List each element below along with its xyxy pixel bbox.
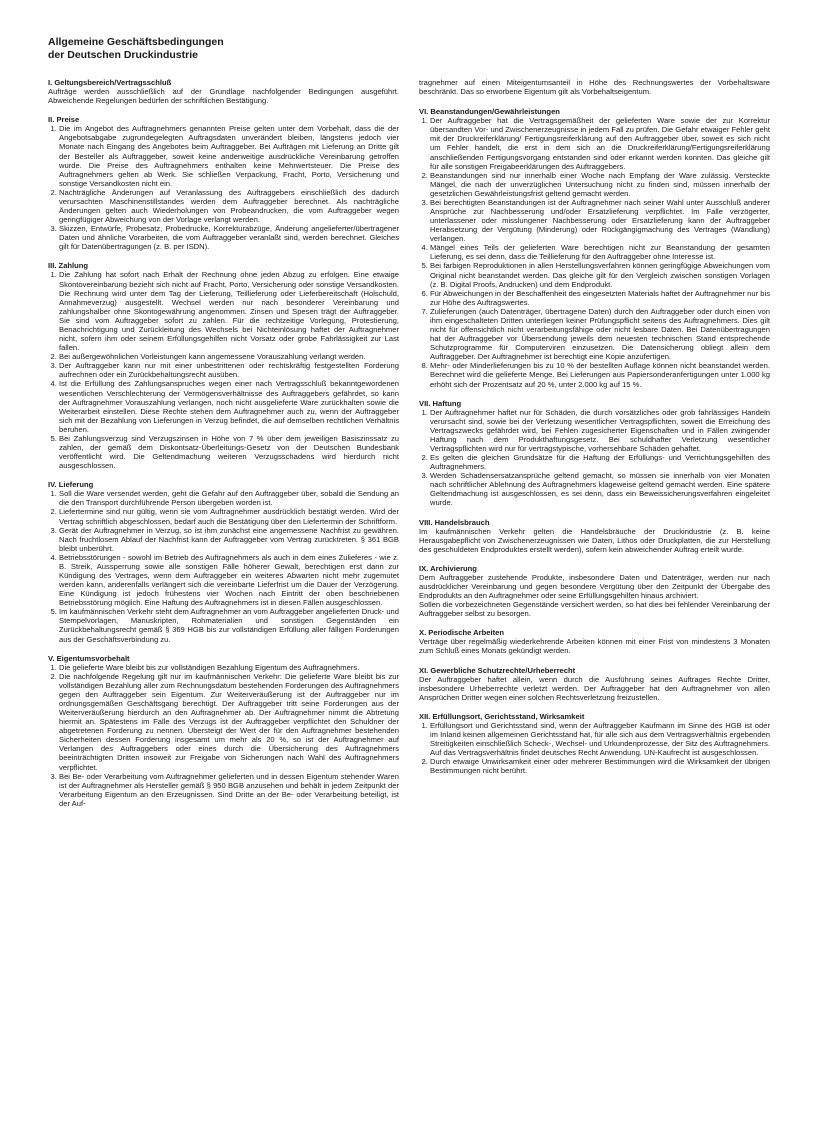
clause-item: 1. Erfüllungsort und Gerichtsstand sind, wenn der Auftraggeber Kaufmann im Sinne des HGB ist oder im Inland keinen allgemeinen Gerichtsstand hat, für alle sich aus dem Vertragsverhältnis ergebenden Streitigkeiten einschließlich Scheck-, Wechsel- und Urkundenprozesse, der Sitz des Auftragnehmers. Auf das Vertragsverhältnis findet deutsches Recht Anwendung. UN-Kaufrecht ist ausgeschlossen. bbox=[430, 721, 770, 757]
clause-item: 3. Gerät der Auftragnehmer in Verzug, so ist ihm zunächst eine angemessene Nachfrist zu gewähren. Nach fruchtlosem Ablauf der Nachfrist kann der Auftraggeber vom Vertrag zurücktreten. § 361 BGB bleibt unberührt. bbox=[59, 526, 399, 553]
clause-item: 1. Die Zahlung hat sofort nach Erhalt der Rechnung ohne jeden Abzug zu erfolgen. Eine etwaige Skontovereinbarung bezieht sich nicht auf Fracht, Porto, Versicherung oder sonstige Versandkosten. Die Rechnung wird unter dem Tag der Lieferung, Teillieferung oder Lieferbereitschaft (Holschuld, Annahmeverzug) ausgestellt. Wechsel werden nur nach besonderer Vereinbarung und zahlungshalber ohne Skontogewährung angenommen. Zinsen und Spesen trägt der Auftraggeber. Sie sind vom Auftraggeber sofort zu zahlen. Für die rechtzeitige Vorlegung, Protestierung, Benachrichtigung und Zurückleitung des Wechsels bei Nichteinlösung haftet der Auftragnehmer nicht, sofern ihm oder seinem Erfüllungsgehilfen nicht Vorsatz oder grobe Fahrlässigkeit zur Last fallen. bbox=[59, 270, 399, 352]
clause-item: 4. Betriebsstörungen - sowohl im Betrieb des Auftragnehmers als auch in dem eines Zulieferes - wie z. B. Streik, Aussperrung sowie alle sonstigen Fälle höherer Gewalt, berechtigen erst dann zur Kündigung des Vertrages, wenn dem Auftraggeber ein weiteres Abwarten nicht mehr zugemutet werden kann, anderenfalls verlängert sich die vereinbarte Lieferfrist um die Dauer der Verzögerung. Eine Kündigung ist jedoch frühestens vier Wochen nach Eintritt der oben beschriebenen Betriebsstörung möglich. Eine Haftung des Auftragnehmers ist in diesen Fällen ausgeschlossen. bbox=[59, 553, 399, 607]
clause-item: 5. Bei farbigen Reproduktionen in allen Herstellungsverfahren können geringfügige Abweichungen vom Original nicht beanstandet werden. Das gleiche gilt für den Vergleich zwischen sonstigen Vorlagen (z. B. Digital Proofs, Andrucken) und dem Endprodukt. bbox=[430, 261, 770, 288]
clause-item: 4. Mängel eines Teils der gelieferten Ware berechtigen nicht zur Beanstandung der gesamten Lieferung, es sei denn, dass die Teillieferung für den Auftraggeber ohne Interesse ist. bbox=[430, 243, 770, 261]
clause-item: 1. Der Auftraggeber hat die Vertragsgemäßheit der gelieferten Ware sowie der zur Korrektur übersandten Vor- und Zwischenerzeugnisse in jedem Fall zu prüfen. Die Gefahr etwaiger Fehler geht mit der Druckreiferklärung/ Fertigungsreiferklärung auf den Auftraggeber über, soweit es sich nicht um Fehler handelt, die erst in dem sich an die Druckreiferklärung/Fertigungsreiferklärung anschließenden Fertigungsvorgang entstanden sind oder erkannt werden konnten. Das gleiche gilt für alle sonstigen Freigabeerklärungen des Auftraggebers. bbox=[430, 116, 770, 170]
clause-item: 4. Ist die Erfüllung des Zahlungsanspruches wegen einer nach Vertragsschluß bekanntgewordenen wesentlichen Verschlechterung der Vermögensverhältnisse des Auftraggebers gefährdet, so kann der Auftragnehmer Vorauszahlung verlangen, noch nicht ausgelieferte Ware zurückhalten sowie die Weiterarbeit einstellen. Diese Rechte stehen dem Auftragnehmer auch zu, wenn der Auftraggeber sich mit der Bezahlung von Lieferungen in Verzug befindet, die auf demselben rechtlichen Verhältnis beruhen. bbox=[59, 379, 399, 433]
clause-item: 2. Nachträgliche Änderungen auf Veranlassung des Auftraggebers einschließlich des dadurch verursachten Maschinenstillstandes werden dem Auftraggeber berechnet. Als nachträgliche Änderungen gelten auch Wiederholungen von Probeandrucken, die vom Auftraggeber wegen geringfügiger Abweichung von der Vorlage verlangt werden. bbox=[59, 188, 399, 224]
section-heading: I. Geltungsbereich/Vertragsschluß bbox=[48, 78, 172, 87]
clause-list bbox=[48, 489, 399, 643]
clause-item: 5. Im kaufmännischen Verkehr steht dem Auftragnehmer an vom Auftraggeber angelieferten Druck- und Stempelvorlagen, Manuskripten, Rohmaterialien und sonstigen Gegenständen ein Zurückbehaltungsrecht gemäß § 369 HGB bis zur vollständigen Erfüllung aller fälligen Forderungen aus der Geschäftsverbindung zu. bbox=[59, 607, 399, 643]
section bbox=[419, 518, 770, 554]
clause-item: 2. Beanstandungen sind nur innerhalb einer Woche nach Empfang der Ware zulässig. Versteckte Mängel, die nach der unverzüglichen Untersuchung nicht zu finden sind, müssen innerhalb der gesetzlichen Gewährleistungsfrist geltend gemacht werden. bbox=[430, 171, 770, 198]
section-heading: XI. Gewerbliche Schutzrechte/Urheberrecht bbox=[419, 665, 576, 675]
section-heading: XII. Erfüllungsort, Gerichtsstand, Wirksamkeit bbox=[419, 711, 585, 721]
clause-list bbox=[419, 408, 770, 508]
left-column bbox=[48, 78, 399, 818]
section bbox=[419, 712, 770, 776]
section-paragraph: Dem Auftraggeber zustehende Produkte, insbesondere Daten und Datenträger, werden nur nach ausdrücklicher Vereinbarung und gegen besondere Vergütung über den Zeitpunkt der Übergabe des Endprodukts an den Auftragnehmer oder seine Erfüllungsgehilfen hinaus archiviert. bbox=[419, 572, 770, 601]
clause-item: 7. Zulieferungen (auch Datenträger, übertragene Daten) durch den Auftraggeber oder durch einen von ihm eingeschalteten Dritten unterliegen keiner Prüfungspflicht seitens des Auftragnehmers. Dies gilt nicht für offensichtlich nicht verarbeitungsfähige oder nicht lesbare Daten. Bei Datenübertragungen hat der Auftraggeber vor Übersendung jeweils dem neuesten technischen Stand entsprechende Schutzprogramme für Computerviren einzusetzen. Die Datensicherung obliegt allein dem Auftraggeber. Der Auftragnehmer ist berechtigt eine Kopie anzufertigen. bbox=[430, 307, 770, 361]
section-heading: V. Eigentumsvorbehalt bbox=[48, 653, 130, 663]
document-title bbox=[48, 36, 448, 62]
section-heading: IV. Lieferung bbox=[48, 480, 94, 490]
section bbox=[419, 666, 770, 702]
continuation-text: tragnehmer auf einen Miteigentumsanteil in Höhe des Rechnungswertes der Vorbehaltsware beschränkt. Das so erworbene Eigentum gilt als Vorbehaltseigentum. bbox=[419, 78, 770, 97]
clause-item: 3. Der Auftraggeber kann nur mit einer unbestrittenen oder rechtskräftig festgestellten Forderung aufrechnen oder ein Zurückbehaltungsrecht ausüben. bbox=[59, 361, 399, 379]
section bbox=[419, 107, 770, 388]
clause-list bbox=[48, 270, 399, 470]
section bbox=[48, 115, 399, 251]
clause-item: 1. Die gelieferte Ware bleibt bis zur vollständigen Bezahlung Eigentum des Auftragnehmers. bbox=[59, 663, 399, 672]
section-heading: X. Periodische Arbeiten bbox=[419, 628, 504, 638]
clause-item: 1. Die im Angebot des Auftragnehmers genannten Preise gelten unter dem Vorbehalt, dass die der Angebotsabgabe zugrundegelegten Auftragsdaten unverändert bleiben, längstens jedoch vier Monate nach Eingang des Angebotes beim Auftraggeber. Bei Aufträgen mit Lieferung an Dritte gilt der Besteller als Auftraggeber, soweit keine anderweitige ausdrückliche Vereinbarung getroffen wurde. Die Preise des Auftragnehmers enthalten keine Mehrwertsteuer. Die Preise des Auftragnehmers gelten ab Werk. Sie schließen Verpackung, Fracht, Porto, Versicherung und sonstige Versandkosten nicht ein. bbox=[59, 124, 399, 188]
section bbox=[48, 480, 399, 643]
clause-list bbox=[48, 124, 399, 251]
clause-item: 2. Liefertermine sind nur gültig, wenn sie vom Auftragnehmer ausdrücklich bestätigt werden. Wird der Vertrag schriftlich abgeschlossen, bedarf auch die Bestätigung über den Liefertermin der Schriftform. bbox=[59, 507, 399, 525]
section-paragraph: Sollen die vorbezeichneten Gegenstände versichert werden, so hat dies bei fehlender Vereinbarung der Auftraggeber selbst zu besorgen. bbox=[419, 600, 770, 619]
section-heading: III. Zahlung bbox=[48, 261, 89, 271]
section-heading: VI. Beanstandungen/Gewährleistungen bbox=[419, 107, 560, 117]
clause-item: 1. Soll die Ware versendet werden, geht die Gefahr auf den Auftraggeber über, sobald die Sendung an die den Transport durchführende Person übergeben worden ist. bbox=[59, 489, 399, 507]
continuation-paragraph bbox=[419, 78, 770, 96]
clause-list bbox=[419, 116, 770, 388]
section-paragraph: Verträge über regelmäßig wiederkehrende Arbeiten können mit einer Frist von mindestens 3 Monaten zum Schluß eines Monats gekündigt werden. bbox=[419, 637, 770, 656]
clause-item: 3. Bei berechtigten Beanstandungen ist der Auftragnehmer nach seiner Wahl unter Ausschluß anderer Ansprüche zur Nachbesserung und/oder Ersatzlieferung verpflichtet. Im Falle verzögerter, unterlassener oder misslungener Nachbesserung oder Ersatzlieferung kann der Auftraggeber Herabsetzung der Vergütung (Minderung) oder Rückgängigmachung des Vertrages (Wandlung) verlangen. bbox=[430, 198, 770, 243]
section-heading: VII. Haftung bbox=[419, 398, 462, 408]
section bbox=[419, 564, 770, 618]
section-paragraph: Aufträge werden ausschließlich auf der Grundlage nachfolgender Bedingungen ausgeführt. Abweichende Regelungen bedürfen der schriftlichen Bestätigung. bbox=[48, 87, 399, 106]
clause-item: 2. Durch etwaige Unwirksamkeit einer oder mehrerer Bestimmungen wird die Wirksamkeit der übrigen Bestimmungen nicht berührt. bbox=[430, 757, 770, 775]
section bbox=[419, 628, 770, 655]
right-column-sections bbox=[419, 107, 770, 775]
clause-item: 6. Für Abweichungen in der Beschaffenheit des eingesetzten Materials haftet der Auftragnehmer nur bis zur Höhe des Auftragswertes. bbox=[430, 289, 770, 307]
section-paragraph: Im kaufmännischen Verkehr gelten die Handelsbräuche der Druckindustrie (z. B. keine Herausgabepflicht von Zwischenerzeugnissen wie Daten, Lithos oder Druckplatten, die zur Herstellung des geschuldeten Endproduktes erstellt werden), sofern kein abweichender Auftrag erteilt wurde. bbox=[419, 526, 770, 554]
clause-item: 3. Skizzen, Entwürfe, Probesatz, Probedrucke, Korrekturabzüge, Änderung angelieferter/übertragener Daten und ähnliche Vorarbeiten, die vom Auftraggeber veranlaßt sind, werden berechnet. Gleiches gilt für Datenübertragungen (z. B. per ISDN). bbox=[59, 224, 399, 251]
title-line-1: Allgemeine Geschäftsbedingungen bbox=[48, 36, 224, 48]
clause-item: 2. Die nachfolgende Regelung gilt nur im kaufmännischen Verkehr: Die gelieferte Ware bleibt bis zur vollständigen Bezahlung aller zum Rechnungsdatum bestehenden Forderungen des Auftragnehmers gegen den Auftraggeber sein Eigentum. Zur Weiterveräußerung ist der Auftraggeber nur im ordnungsgemäßen Geschäftsgang berechtigt. Der Auftraggeber tritt seine Forderungen aus der Weiterveräußerung hierdurch an den Auftragnehmer ab. Der Auftragnehmer nimmt die Abtretung hiermit an. Spätestens im Falle des Verzugs ist der Auftraggeber verpflichtet den Schuldner der abgetretenen Forderung zu nennen. Übersteigt der Wert der für den Auftragnehmer bestehenden Sicherheiten dessen Forderung insgesamt um mehr als 20 %, so ist der Auftragnehmer auf Verlangen des Auftraggebers oder eines durch die Übersicherung des Auftragnehmers beeinträchtigten Dritten insoweit zur Freigabe von Sicherungen nach Wahl des Auftragnehmers verpflichtet. bbox=[59, 672, 399, 772]
section-heading: VIII. Handelsbrauch bbox=[419, 517, 490, 527]
section bbox=[48, 78, 399, 105]
section-heading: II. Preise bbox=[48, 115, 80, 125]
clause-item: 2. Bei außergewöhnlichen Vorleistungen kann angemessene Vorauszahlung verlangt werden. bbox=[59, 352, 399, 361]
clause-item: 3. Bei Be- oder Verarbeitung vom Auftragnehmer gelieferten und in dessen Eigentum stehender Waren ist der Auftragnehmer als Hersteller gemäß § 950 BGB anzusehen und behält in jedem Zeitpunkt der Verarbeitung Eigentum an den Erzeugnissen. Sind Dritte an der Be- oder Verarbeitung beteiligt, ist der Auf- bbox=[59, 772, 399, 808]
clause-item: 3. Werden Schadensersatzansprüche geltend gemacht, so müssen sie innerhalb von vier Monaten nach schriftlicher Ablehnung des Auftragnehmers klageweise geltend gemacht werden. Eine spätere Geltendmachung ist ausgeschlossen, es sei denn, dass ein Beweissicherungsverfahren eingeleitet wurde. bbox=[430, 471, 770, 507]
clause-item: 2. Es gelten die gleichen Grundsätze für die Haftung der Erfüllungs- und Verrichtungsgehilfen des Auftragnehmers. bbox=[430, 453, 770, 471]
clause-list bbox=[48, 663, 399, 808]
right-column bbox=[419, 78, 770, 785]
clause-item: 5. Bei Zahlungsverzug sind Verzugszinsen in Höhe von 7 % über dem jeweiligen Basiszinssatz zu zahlen, der gemäß dem Diskontsatz-Überleitungs-Gesetz von der Deutschen Bundesbank veröffentlicht wird. Die Geltendmachung weiteren Verzugsschadens wird hierdurch nicht ausgeschlossen. bbox=[59, 434, 399, 470]
section bbox=[48, 261, 399, 470]
title-line-2: der Deutschen Druckindustrie bbox=[48, 49, 198, 61]
clause-list bbox=[419, 721, 770, 775]
section bbox=[419, 399, 770, 508]
section-heading: IX. Archivierung bbox=[419, 563, 477, 573]
clause-item: 1. Der Auftragnehmer haftet nur für Schäden, die durch vorsätzliches oder grob fahrlässiges Handeln verursacht sind, sowie bei der Verletzung wesentlicher Vertragspflichten, soweit die Erreichung des Vertragszwecks gefährdet wird, bei Fehlen zugesicherter Eigenschaften und in Fällen zwingender Haftung nach dem Produkthaftungsgesetz. Bei schuldhafter Verletzung wesentlicher Vertragspflichten wird nur für vertragstypische, vorhersehbare Schäden gehaftet. bbox=[430, 408, 770, 453]
section bbox=[48, 654, 399, 808]
clause-item: 8. Mehr- oder Minderlieferungen bis zu 10 % der bestellten Auflage können nicht beanstandet werden. Berechnet wird die gelieferte Menge. Bei Lieferungen aus Papiersonderanfertigungen unter 1.000 kg erhöht sich der Prozentsatz auf 20 %, unter 2.000 kg auf 15 %. bbox=[430, 361, 770, 388]
section-paragraph: Der Auftraggeber haftet allein, wenn durch die Ausführung seines Auftrages Rechte Dritter, insbesondere Urheberrechte verletzt werden. Der Auftraggeber hat den Auftragnehmer von allen Ansprüchen Dritter wegen einer solchen Rechtsverletzung freizustellen. bbox=[419, 674, 770, 702]
